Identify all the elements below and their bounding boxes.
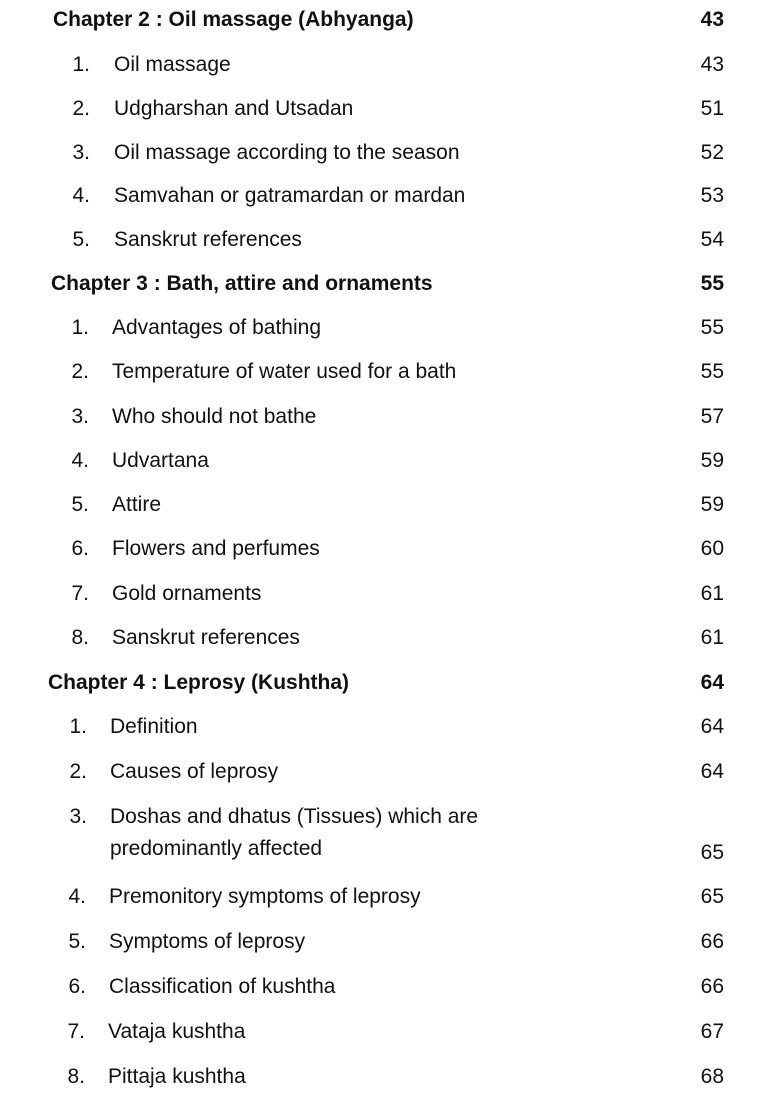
entry-page-number: 52	[700, 141, 724, 164]
chapter-page-number: 43	[700, 8, 724, 31]
entry-page-number: 65	[700, 841, 724, 864]
chapter-title: Chapter 3 : Bath, attire and ornaments	[51, 272, 433, 295]
chapter-page-number: 55	[700, 272, 724, 295]
entry-number: 2.	[72, 97, 90, 120]
entry-page-number: 67	[700, 1020, 724, 1043]
toc-entry	[0, 316, 780, 346]
toc-entry	[0, 141, 780, 171]
entry-title: Sanskrut references	[114, 228, 302, 251]
toc-entry	[0, 760, 780, 790]
chapter-heading	[0, 8, 780, 38]
entry-number: 4.	[68, 885, 86, 908]
entry-page-number: 55	[700, 360, 724, 383]
toc-entry	[0, 449, 780, 479]
entry-number: 8.	[67, 1065, 85, 1088]
entry-number: 1.	[72, 53, 90, 76]
entry-title: Symptoms of leprosy	[109, 930, 306, 953]
entry-page-number: 59	[700, 449, 724, 472]
toc-entry	[0, 405, 780, 435]
entry-number: 5.	[68, 930, 86, 953]
entry-title	[110, 805, 478, 861]
entry-title: Temperature of water used for a bath	[112, 360, 457, 383]
entry-page-number: 65	[700, 885, 724, 908]
toc-entry	[0, 582, 780, 612]
entry-number: 3.	[72, 141, 90, 164]
entry-number: 7.	[67, 1020, 85, 1043]
entry-title: Advantages of bathing	[112, 316, 321, 339]
toc-entry	[0, 360, 780, 390]
chapter-page-number: 64	[700, 671, 724, 694]
chapter-heading	[0, 272, 780, 302]
toc-entry	[0, 537, 780, 567]
entry-title: Attire	[112, 493, 162, 516]
toc-entry	[0, 805, 780, 875]
entry-number: 5.	[72, 228, 90, 251]
entry-title: Udvartana	[112, 449, 209, 472]
entry-title: Classification of kushtha	[109, 975, 336, 998]
toc-entry	[0, 930, 780, 960]
entry-page-number: 64	[700, 760, 724, 783]
entry-title-line-2: predominantly affected	[110, 837, 323, 860]
entry-number: 6.	[71, 537, 89, 560]
entry-number: 7.	[71, 582, 89, 605]
entry-number: 4.	[71, 449, 89, 472]
entry-page-number: 66	[700, 975, 724, 998]
toc-entry	[0, 97, 780, 127]
toc-entry	[0, 228, 780, 258]
toc-entry	[0, 975, 780, 1005]
entry-page-number: 54	[700, 228, 724, 251]
entry-title: Samvahan or gatramardan or mardan	[114, 184, 466, 207]
entry-title: Definition	[110, 715, 198, 738]
toc-entry	[0, 715, 780, 745]
entry-title: Udgharshan and Utsadan	[114, 97, 354, 120]
chapter-title: Chapter 2 : Oil massage (Abhyanga)	[53, 8, 414, 31]
entry-number: 3.	[69, 805, 87, 828]
entry-number: 8.	[71, 626, 89, 649]
entry-page-number: 55	[700, 316, 724, 339]
entry-page-number: 43	[700, 53, 724, 76]
entry-number: 2.	[71, 360, 89, 383]
entry-number: 5.	[71, 493, 89, 516]
toc-entry	[0, 885, 780, 915]
entry-title: Premonitory symptoms of leprosy	[109, 885, 421, 908]
entry-page-number: 60	[700, 537, 724, 560]
entry-page-number: 66	[700, 930, 724, 953]
entry-page-number: 59	[700, 493, 724, 516]
entry-number: 4.	[72, 184, 90, 207]
entry-number: 1.	[69, 715, 87, 738]
entry-title: Sanskrut references	[112, 626, 300, 649]
entry-page-number: 61	[700, 626, 724, 649]
chapter-heading	[0, 671, 780, 701]
entry-title: Oil massage according to the season	[114, 141, 460, 164]
toc-entry	[0, 493, 780, 523]
toc-entry	[0, 626, 780, 656]
entry-number: 2.	[69, 760, 87, 783]
entry-title: Gold ornaments	[112, 582, 262, 605]
entry-page-number: 68	[700, 1065, 724, 1088]
entry-title: Pittaja kushtha	[108, 1065, 246, 1088]
toc-entry	[0, 53, 780, 83]
entry-page-number: 53	[700, 184, 724, 207]
entry-title: Oil massage	[114, 53, 231, 76]
entry-page-number: 61	[700, 582, 724, 605]
entry-number: 6.	[68, 975, 86, 998]
entry-number: 1.	[71, 316, 89, 339]
chapter-title: Chapter 4 : Leprosy (Kushtha)	[48, 671, 350, 694]
entry-title: Who should not bathe	[112, 405, 317, 428]
entry-page-number: 57	[700, 405, 724, 428]
toc-entry	[0, 1065, 780, 1095]
entry-title: Causes of leprosy	[110, 760, 279, 783]
entry-title-line-1: Doshas and dhatus (Tissues) which are	[110, 805, 479, 828]
entry-page-number: 51	[700, 97, 724, 120]
entry-page-number: 64	[700, 715, 724, 738]
toc-entry	[0, 184, 780, 214]
toc-entry	[0, 1020, 780, 1050]
entry-title: Flowers and perfumes	[112, 537, 320, 560]
entry-number: 3.	[71, 405, 89, 428]
entry-title: Vataja kushtha	[108, 1020, 246, 1043]
